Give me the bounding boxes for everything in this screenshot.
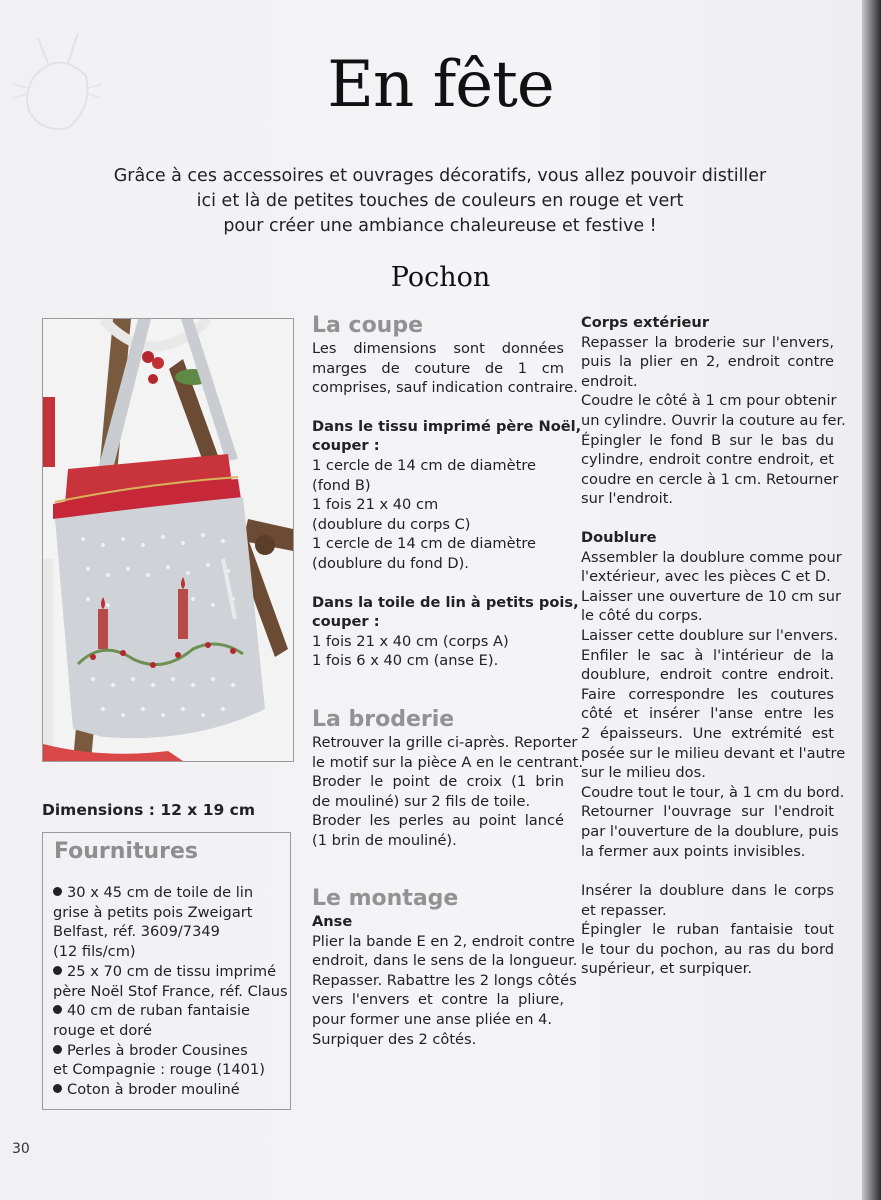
section-montage (312, 886, 578, 1049)
text-line: Assembler la doublure comme pour (581, 548, 842, 566)
page-edge-shadow (862, 0, 881, 1200)
text-line: Repasser. Rabattre les 2 longs côtés (312, 971, 577, 989)
subheading: couper : (312, 613, 380, 631)
intro-line: pour créer une ambiance chaleureuse et festive ! (223, 216, 657, 236)
supplies-line: père Noël Stof France, réf. Claus (53, 982, 288, 1000)
text-line: doublure, endroit contre endroit. (581, 666, 834, 684)
supplies-line: 30 x 45 cm de toile de lin (53, 883, 293, 903)
supplies-line: Coton à broder mouliné (53, 1080, 293, 1100)
subheading: Doublure (581, 529, 657, 546)
text-line: la fermer aux points invisibles. (581, 842, 806, 860)
text-line: Retrouver la grille ci-après. Reporter (312, 734, 578, 751)
section-doublure (581, 528, 846, 861)
bullet-icon (53, 1084, 62, 1093)
supplies-line: Perles à broder Cousines (53, 1041, 293, 1061)
text-line: endroit, dans le sens de la longueur. (312, 952, 578, 970)
intro-line: ici et là de petites touches de couleurs en rouge et vert (196, 191, 684, 211)
supplies-line: Belfast, réf. 3609/7349 (53, 923, 220, 941)
page-number: 30 (12, 1141, 30, 1157)
section-broderie (312, 707, 584, 851)
text-line: 1 fois 21 x 40 cm (312, 496, 439, 514)
text-line: (doublure du fond D). (312, 554, 469, 572)
text-line: Coudre tout le tour, à 1 cm du bord. (581, 783, 845, 801)
intro-text (90, 164, 790, 239)
text-line: l'extérieur, avec les pièces C et D. (581, 568, 831, 586)
text-line: Laisser cette doublure sur l'envers. (581, 626, 838, 644)
section-heading: Le montage (312, 886, 459, 911)
subheading: Corps extérieur (581, 314, 710, 331)
text-line: (1 brin de mouliné). (312, 831, 457, 849)
text-line: Broder le point de croix (1 brin (312, 773, 564, 791)
text-line: posée sur le milieu devant et l'autre (581, 744, 846, 762)
dimensions-label: Dimensions : (42, 801, 155, 819)
subheading: Dans la toile de lin à petits pois, (312, 593, 579, 611)
text-line: 1 cercle de 14 cm de diamètre (312, 535, 536, 553)
bullet-icon (53, 1005, 62, 1014)
supplies-line: 40 cm de ruban fantaisie (53, 1001, 293, 1021)
text-line: un cylindre. Ouvrir la couture au fer. (581, 411, 846, 429)
bullet-icon (53, 966, 62, 975)
text-line: le côté du corps. (581, 607, 703, 625)
page-title: En fête (327, 48, 554, 122)
section-heading: La coupe (312, 313, 424, 338)
bullet-icon (53, 1045, 62, 1054)
subheading: couper : (312, 437, 380, 455)
dimensions-value: 12 x 19 cm (160, 801, 255, 819)
text-line: endroit. (581, 372, 638, 390)
text-line: le tour du pochon, au ras du bord (581, 940, 834, 958)
text-line: Laisser une ouverture de 10 cm sur (581, 587, 841, 605)
text-line: le motif sur la pièce A en le centrant. (312, 753, 584, 771)
text-line: Repasser la broderie sur l'envers, (581, 333, 834, 351)
text-line: de mouliné) sur 2 fils de toile. (312, 792, 531, 810)
text-line: cylindre, endroit contre endroit, et (581, 451, 834, 469)
text-line: côté et insérer l'anse entre les (581, 705, 834, 723)
text-line: coudre en cercle à 1 cm. Retourner (581, 470, 839, 488)
text-line: pour former une anse pliée en 4. (312, 1010, 553, 1028)
subheading: Anse (312, 913, 353, 930)
supplies-list (53, 883, 293, 1100)
text-line: Les dimensions sont données (312, 340, 564, 357)
text-line: (fond B) (312, 476, 371, 494)
text-line: supérieur, et surpiquer. (581, 960, 752, 978)
text-line: Épingler le ruban fantaisie tout (581, 921, 834, 939)
text-line: et repasser. (581, 901, 667, 919)
intro-line: Grâce à ces accessoires et ouvrages décoratifs, vous allez pouvoir distiller (113, 166, 767, 186)
text-line: 1 fois 21 x 40 cm (corps A) (312, 632, 509, 650)
supplies-title: Fournitures (54, 839, 199, 864)
text-line: puis la plier en 2, endroit contre (581, 353, 834, 371)
section-coupe (312, 313, 582, 671)
text-line: Enfiler le sac à l'intérieur de la (581, 646, 834, 664)
supplies-line: grise à petits pois Zweigart (53, 903, 253, 921)
text-line: 1 fois 6 x 40 cm (anse E). (312, 652, 499, 670)
dimensions (42, 801, 255, 819)
text-line: Épingler le fond B sur le bas du (581, 431, 834, 449)
text-line: 2 épaisseurs. Une extrémité est (581, 724, 834, 742)
text-line: par l'ouverture de la doublure, puis (581, 822, 839, 840)
text-line: Insérer la doublure dans le corps (581, 882, 834, 899)
supplies-box (42, 832, 291, 1110)
text-line: vers l'envers et contre la pliure, (312, 991, 564, 1009)
subheading: Dans le tissu imprimé père Noël, (312, 417, 582, 435)
product-photo (42, 318, 294, 762)
project-title: Pochon (390, 262, 491, 293)
text-line: (doublure du corps C) (312, 515, 471, 533)
text-line: Coudre le côté à 1 cm pour obtenir (581, 392, 837, 410)
supplies-line: 25 x 70 cm de tissu imprimé (53, 962, 293, 982)
supplies-line: et Compagnie : rouge (1401) (53, 1061, 265, 1079)
text-line: comprises, sauf indication contraire. (312, 379, 578, 397)
text-line: Surpiquer des 2 côtés. (312, 1030, 477, 1048)
section-finition (581, 881, 834, 979)
text-line: Broder les perles au point lancé (312, 812, 564, 830)
text-line: Plier la bande E en 2, endroit contre (312, 932, 575, 950)
text-line: Faire correspondre les coutures (581, 685, 834, 703)
supplies-line: (12 fils/cm) (53, 943, 136, 961)
text-line: Retourner l'ouvrage sur l'endroit (581, 803, 834, 821)
text-line: sur le milieu dos. (581, 764, 706, 782)
supplies-line: rouge et doré (53, 1021, 152, 1039)
text-line: sur l'endroit. (581, 490, 674, 508)
text-line: 1 cercle de 14 cm de diamètre (312, 456, 536, 474)
bullet-icon (53, 887, 62, 896)
section-corps (581, 313, 846, 509)
section-heading: La broderie (312, 707, 455, 732)
text-line: marges de couture de 1 cm (312, 359, 564, 377)
